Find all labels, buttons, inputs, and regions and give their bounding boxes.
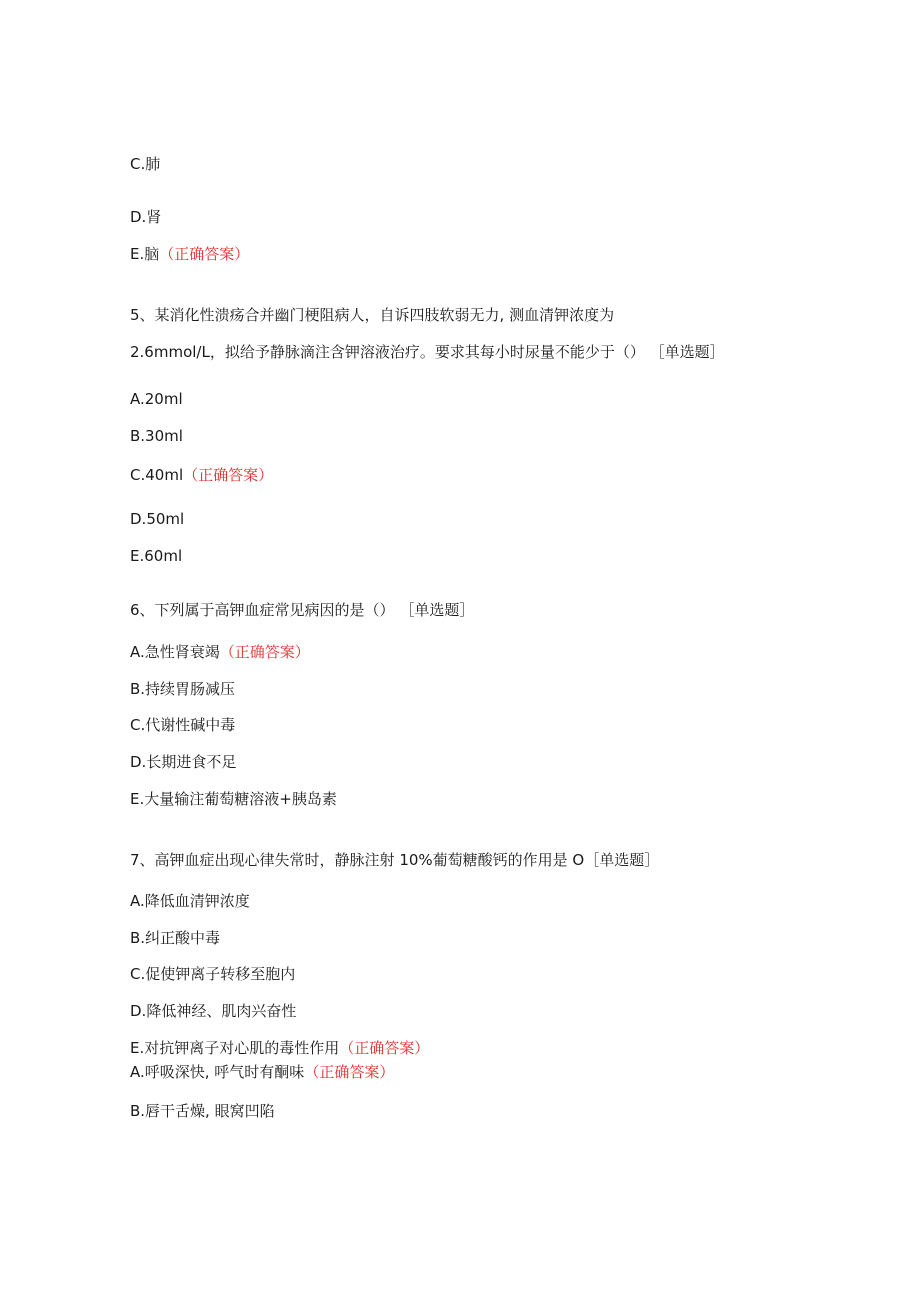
question-5-option-c: C.40ml（正确答案）: [130, 466, 274, 484]
question-8-option-b: B.唇干舌燥, 眼窝凹陷: [130, 1102, 275, 1120]
correct-answer-tag: （正确答案）: [339, 1039, 430, 1057]
option-d-previous-question: D.肾: [130, 208, 162, 226]
question-5-option-b: B.30ml: [130, 427, 183, 445]
question-8-option-a: A.呼吸深快, 呼气时有酮味（正确答案）: [130, 1063, 395, 1081]
correct-answer-tag: （正确答案）: [183, 466, 274, 484]
question-6-option-a: A.急性肾衰竭（正确答案）: [130, 643, 310, 661]
correct-answer-tag: （正确答案）: [159, 245, 250, 263]
question-7-option-b: B.纠正酸中毒: [130, 929, 221, 947]
question-7-option-c: C.促使钾离子转移至胞内: [130, 965, 296, 983]
question-7-stem: 7、高钾血症出现心律失常时，静脉注射 10%葡萄糖酸钙的作用是 O［单选题］: [130, 851, 660, 869]
question-7-option-d: D.降低神经、肌肉兴奋性: [130, 1002, 297, 1020]
question-6-option-e: E.大量输注葡萄糖溶液+胰岛素: [130, 790, 337, 808]
question-6-option-d: D.长期进食不足: [130, 753, 237, 771]
option-e-previous-question: E.脑（正确答案）: [130, 245, 250, 263]
question-6-option-b: B.持续胃肠减压: [130, 680, 236, 698]
question-7-option-a: A.降低血清钾浓度: [130, 892, 250, 910]
option-c-previous-question: C.肺: [130, 155, 161, 173]
question-5-option-d: D.50ml: [130, 510, 185, 528]
correct-answer-tag: （正确答案）: [219, 643, 310, 661]
question-6-stem: 6、下列属于高钾血症常见病因的是（） ［单选题］: [130, 601, 475, 619]
question-5-stem-line-1: 5、某消化性溃疡合并幽门梗阻病人，自诉四肢软弱无力, 测血清钾浓度为: [130, 306, 615, 324]
question-5-option-e: E.60ml: [130, 547, 183, 565]
question-5-option-a: A.20ml: [130, 390, 183, 408]
question-7-option-e: E.对抗钾离子对心肌的毒性作用（正确答案）: [130, 1039, 430, 1057]
question-6-option-c: C.代谢性碱中毒: [130, 716, 236, 734]
correct-answer-tag: （正确答案）: [304, 1063, 395, 1081]
question-5-stem-line-2: 2.6mmol/L，拟给予静脉滴注含钾溶液治疗。要求其每小时尿量不能少于（） ［单选题］: [130, 343, 725, 361]
